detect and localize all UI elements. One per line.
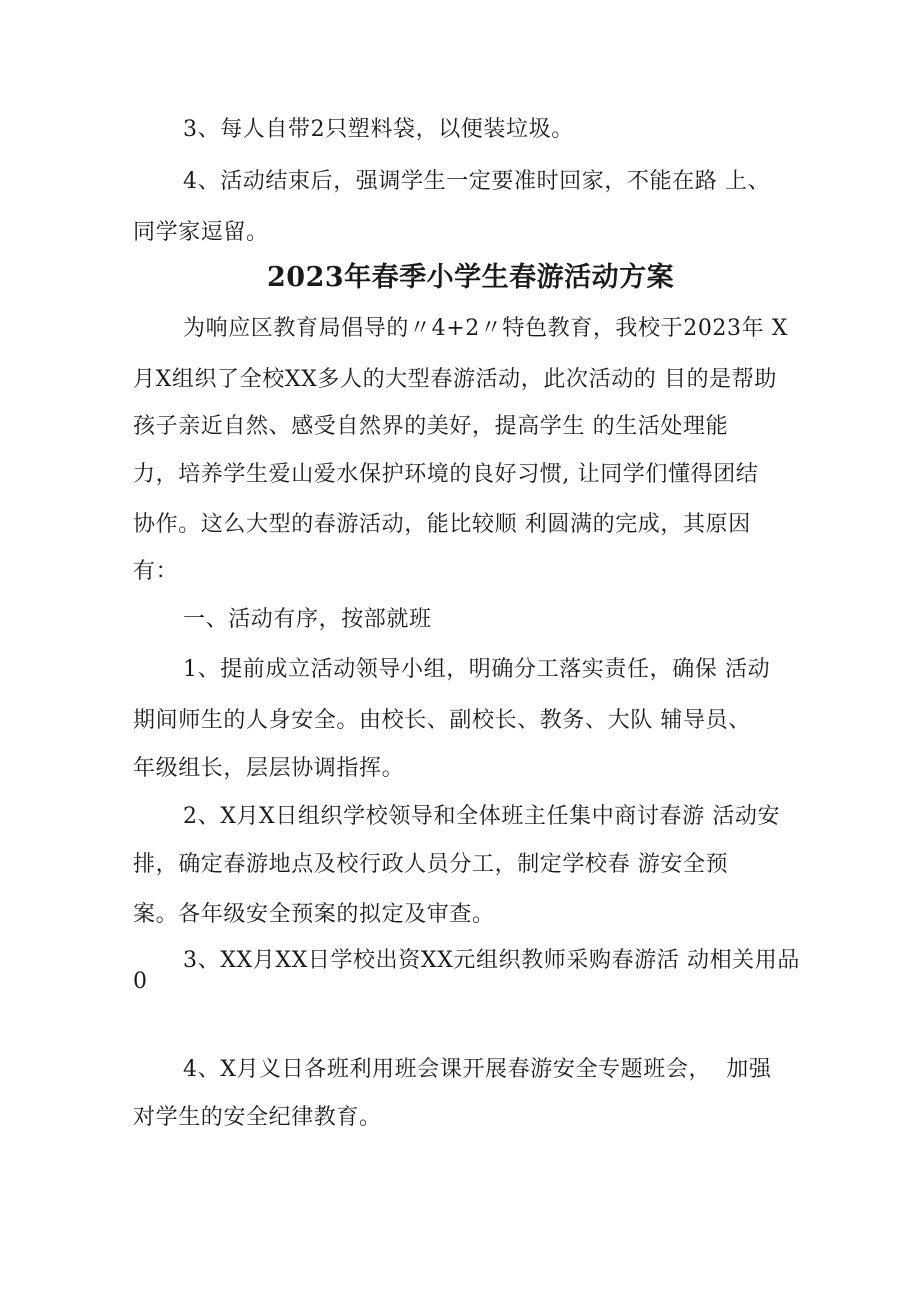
item-4-line-1: 4、X月义日各班利用班会课开展春游安全专题班会， 加强	[183, 1057, 772, 1082]
intro-line-6: 有：	[133, 559, 179, 584]
prev-item-4-line-1: 4、活动结束后，强调学生一定要准时回家，不能在路 上、	[183, 169, 771, 194]
item-3-line-2: 0	[133, 969, 148, 994]
intro-line-3: 孩子亲近自然、感受自然界的美好，提高学生 的生活处理能	[133, 414, 729, 439]
item-1-line-1: 1、提前成立活动领导小组，明确分工落实责任，确保 活动	[183, 657, 771, 682]
intro-line-1: 为响应区教育局倡导的〃4+2〃特色教育，我校于2023年 X	[183, 316, 789, 341]
item-2-line-2: 排，确定春游地点及校行政人员分工，制定学校春 游安全预	[133, 852, 729, 877]
item-2-line-3: 案。各年级安全预案的拟定及审查。	[133, 902, 495, 927]
item-3-line-1: 3、XX月XX日学校出资XX元组织教师采购春游活 动相关用品	[183, 948, 800, 973]
intro-line-5: 协作。这么大型的春游活动，能比较顺 利圆满的完成，其原因	[133, 512, 751, 537]
intro-line-2: 月X组织了全校XX多人的大型春游活动，此次活动的 目的是帮助	[133, 367, 777, 392]
prev-item-4-line-2: 同学家逗留。	[133, 220, 269, 245]
section-heading-1: 一、活动有序，按部就班	[183, 607, 432, 632]
prev-item-3: 3、每人自带2只塑料袋，以便装垃圾。	[183, 117, 574, 142]
document-title: 2023年春季小学生春游活动方案	[267, 262, 675, 293]
item-2-line-1: 2、X月X日组织学校领导和全体班主任集中商讨春游 活动安	[183, 804, 781, 829]
item-4-line-2: 对学生的安全纪律教育。	[133, 1105, 382, 1130]
intro-line-4: 力，培养学生爱山爱水保护环境的良好习惯, 让同学们懂得团结	[133, 462, 759, 487]
item-1-line-3: 年级组长，层层协调指挥。	[133, 756, 405, 781]
item-1-line-2: 期间师生的人身安全。由校长、副校长、教务、大队 辅导员、	[133, 708, 751, 733]
